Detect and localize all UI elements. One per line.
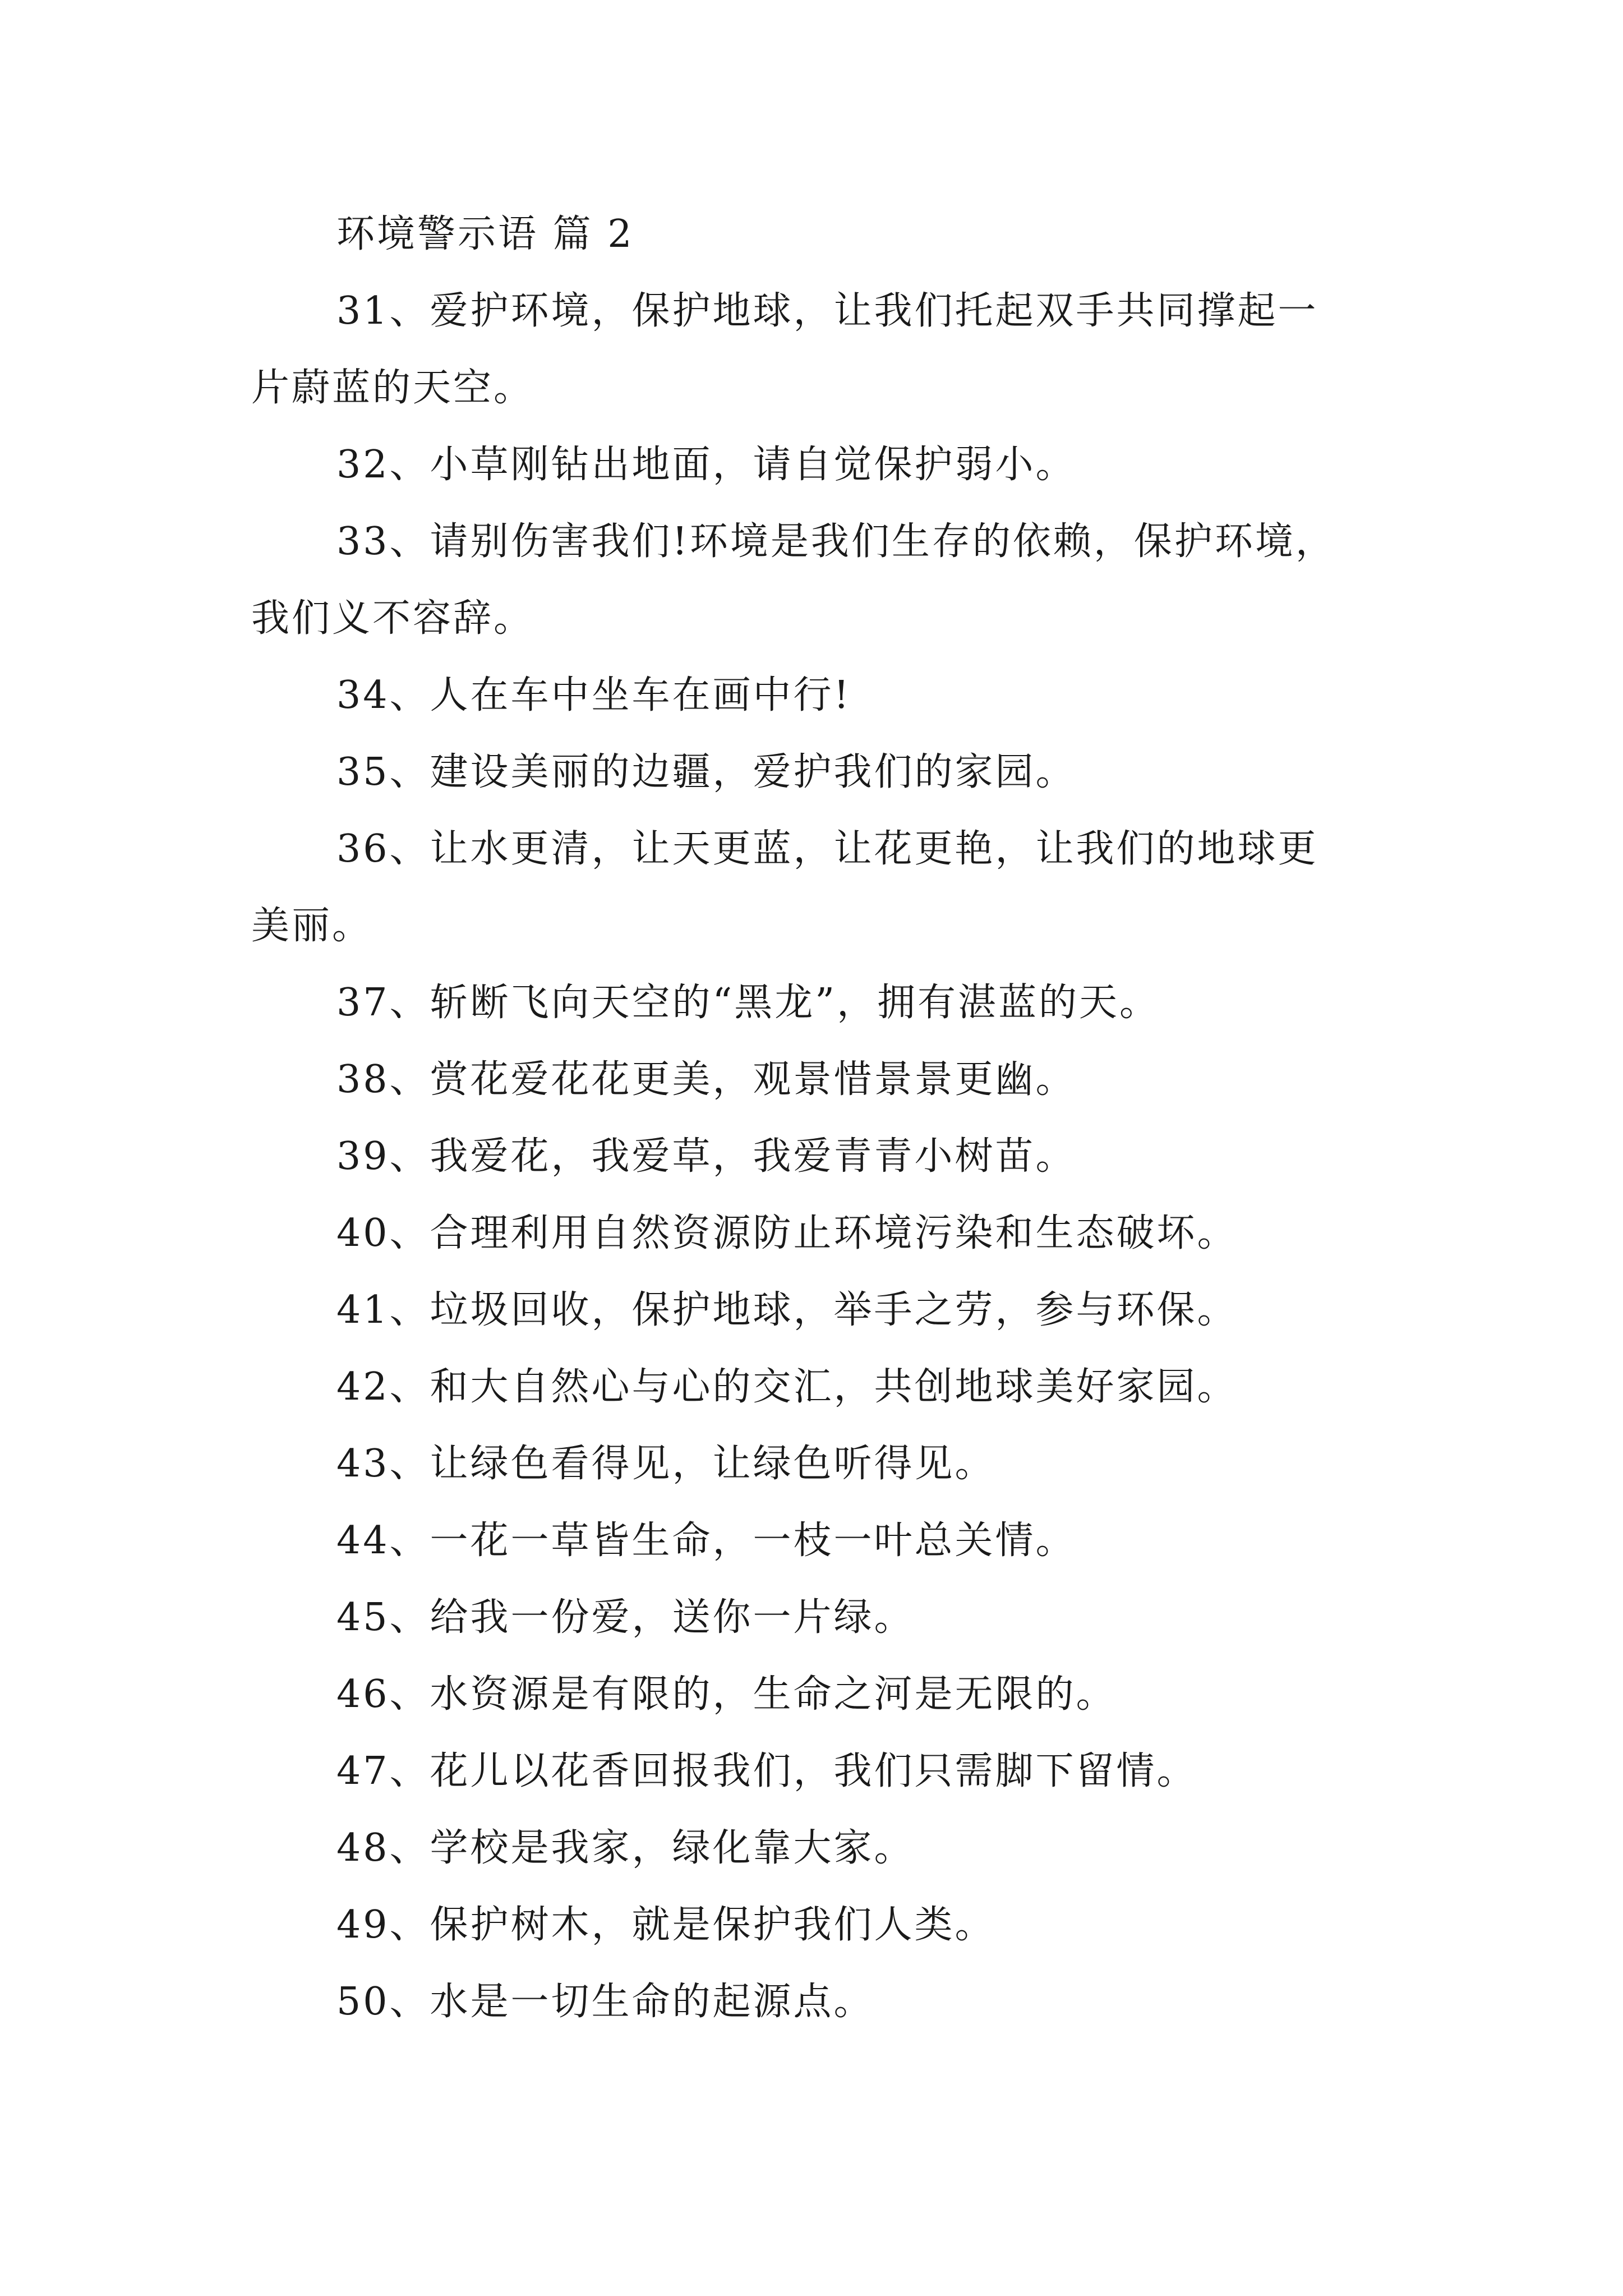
slogan-34: 34、人在车中坐车在画中行! (336, 673, 851, 717)
slogan-40: 40、合理利用自然资源防止环境污染和生态破坏。 (336, 1211, 1238, 1255)
slogan-50: 50、水是一切生命的起源点。 (336, 1980, 874, 2024)
slogan-41: 41、垃圾回收，保护地球，举手之劳，参与环保。 (336, 1288, 1238, 1332)
slogan-31-line-2: 片蔚蓝的天空。 (251, 366, 534, 410)
slogan-36-line-1: 36、让水更清，让天更蓝，让花更艳，让我们的地球更 (336, 827, 1318, 871)
section-heading: 环境警示语 篇 2 (336, 212, 634, 256)
slogan-39: 39、我爱花，我爱草，我爱青青小树苗。 (336, 1134, 1076, 1179)
slogan-37: 37、斩断飞向天空的“黑龙”，拥有湛蓝的天。 (336, 981, 1160, 1025)
slogan-35: 35、建设美丽的边疆，爱护我们的家园。 (336, 750, 1076, 794)
slogan-43: 43、让绿色看得见，让绿色听得见。 (336, 1442, 995, 1486)
slogan-38: 38、赏花爱花花更美，观景惜景景更幽。 (336, 1057, 1076, 1102)
slogan-42: 42、和大自然心与心的交汇，共创地球美好家园。 (336, 1365, 1238, 1409)
slogan-46: 46、水资源是有限的，生命之河是无限的。 (336, 1672, 1117, 1717)
slogan-48: 48、学校是我家，绿化靠大家。 (336, 1826, 915, 1870)
slogan-31-line-1: 31、爱护环境，保护地球，让我们托起双手共同撑起一 (336, 289, 1318, 333)
slogan-47: 47、花儿以花香回报我们，我们只需脚下留情。 (336, 1749, 1197, 1793)
slogan-36-line-2: 美丽。 (251, 904, 373, 948)
slogan-49: 49、保护树木，就是保护我们人类。 (336, 1903, 995, 1947)
slogan-33-line-2: 我们义不容辞。 (251, 596, 534, 641)
slogan-45: 45、给我一份爱，送你一片绿。 (336, 1595, 915, 1640)
slogan-44: 44、一花一草皆生命，一枝一叶总关情。 (336, 1519, 1076, 1563)
slogan-32: 32、小草刚钻出地面，请自觉保护弱小。 (336, 443, 1076, 487)
slogan-33-line-1: 33、请别伤害我们!环境是我们生存的依赖，保护环境， (336, 519, 1336, 564)
